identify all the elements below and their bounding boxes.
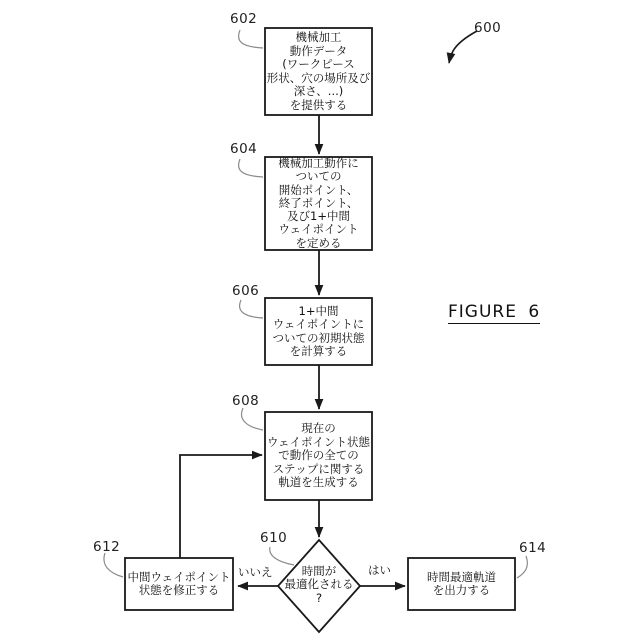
- arrow-612-feedback-to-608: [180, 455, 262, 558]
- figure-title: FIGURE 6: [448, 302, 541, 322]
- branch-label-yes: はい: [368, 563, 391, 577]
- leader-line-608: [242, 408, 263, 430]
- ref-label-608: 608: [232, 393, 260, 409]
- leader-line-602: [239, 30, 263, 48]
- ref-label-614: 614: [519, 540, 547, 556]
- node-608-text: 現在の ウェイポイント状態 で動作の全ての ステップに関する 軌道を生成する: [266, 421, 371, 490]
- node-604-text: 機械加工動作に ついての 開始ポイント、 終了ポイント、 及び1+中間 ウェイポイント を定める: [278, 156, 359, 250]
- ref-label-612: 612: [93, 539, 121, 555]
- ref-label-602: 602: [230, 11, 258, 27]
- leader-line-606: [240, 300, 263, 318]
- branch-label-no: いいえ: [238, 565, 273, 579]
- ref-label-610: 610: [260, 530, 288, 546]
- ref-label-606: 606: [232, 283, 260, 299]
- node-606-text: 1+中間 ウェイポイントに ついての初期状態 を計算する: [272, 303, 365, 358]
- leader-line-614: [517, 556, 527, 578]
- ref-label-604: 604: [230, 141, 258, 157]
- node-602-text: 機械加工 動作データ (ワークピース 形状、穴の場所及び 深さ、...) を提供する: [266, 30, 371, 112]
- ref-label-600: 600: [474, 20, 502, 36]
- figure-ref-arrow-600: [449, 31, 477, 63]
- node-614-text: 時間最適軌道 を出力する: [427, 569, 496, 597]
- leader-line-604: [239, 159, 263, 177]
- leader-line-612: [104, 553, 123, 577]
- node-610-text: 時間が 最適化される ?: [284, 563, 354, 605]
- node-612-text: 中間ウェイポイント 状態を修正する: [127, 569, 231, 597]
